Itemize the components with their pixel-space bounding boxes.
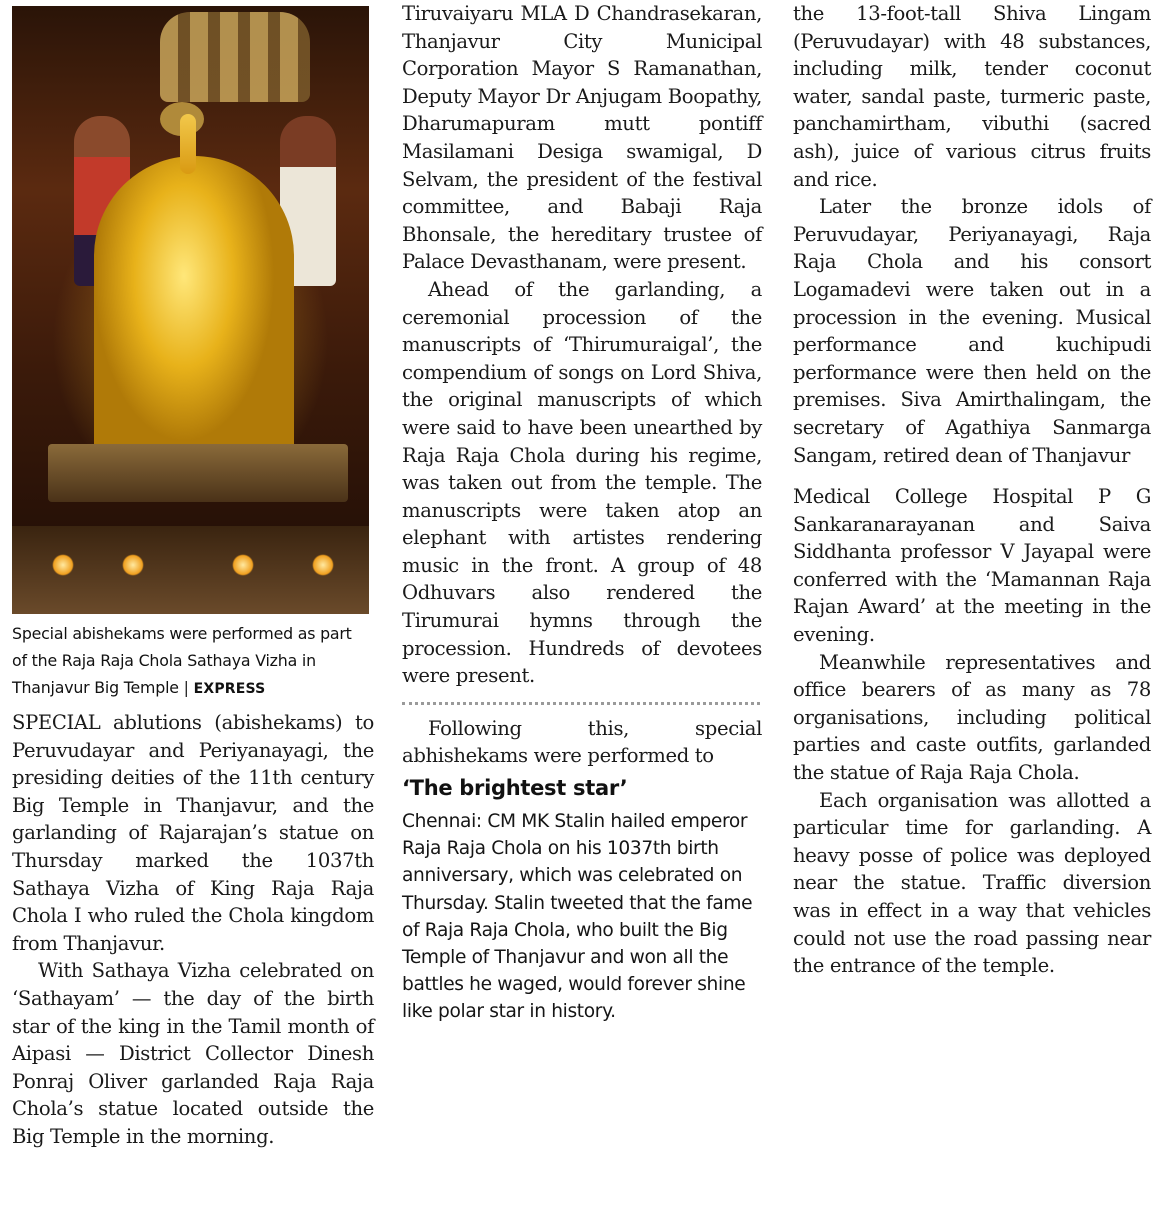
article-column-1	[12, 0, 374, 1151]
oil-lamp-icon	[232, 554, 254, 576]
article-paragraph: Tiruvaiyaru MLA D Chandrasekaran, Thanjavur City Municipal Corporation Mayor S Ramanathan, Deputy Mayor Dr Anjugam Boopathy, Dharumapuram mutt pontiff Masilamani Desiga swamigal, D Selvam, the president of the festival committee, and Babaji Raja Bhonsale, the hereditary trustee of Palace Devasthanam, were present.	[402, 2, 762, 274]
oil-lamp-icon	[312, 554, 334, 576]
article-paragraph: Each organisation was allotted a particular time for garlanding. A heavy posse of police was deployed near the statue. Traffic diversion was in effect in a way that vehicles could not use the road passing near the entrance of the temple.	[793, 788, 1151, 978]
article-paragraph: the 13-foot-tall Shiva Lingam (Peruvudayar) with 48 substances, including milk, tender coconut water, sandal paste, turmeric paste, panchamirtham, vibuthi (sacred ash), juice of various citrus fruits and rice.	[793, 2, 1151, 191]
temple-abishekam-photo	[12, 6, 369, 614]
article-paragraph: Later the bronze idols of Peruvudayar, Periyanayagi, Raja Raja Chola and his consort Logamadevi were taken out in a procession in the evening. Musical performance and kuchipudi performance were then held on the premises. Siva Amirthalingam, the secretary of Agathiya Sanmarga Sangam, retired dean of Thanjavur	[793, 195, 1151, 467]
box-body: Chennai: CM MK Stalin hailed emperor Raja Raja Chola on his 1037th birth anniversary, which was celebrated on Thursday. Stalin tweeted that the fame of Raja Raja Chola, who built the Big Temple of Thanjavur and won all the battles he waged, would forever shine like polar star in history.	[402, 811, 753, 1023]
shiva-lingam	[94, 156, 294, 456]
box-headline: ‘The brightest star’	[402, 776, 628, 801]
caption-text: Special abishekams were performed as part of the Raja Raja Chola Sathaya Vizha in Thanjavur Big Temple	[12, 624, 352, 697]
photo-caption	[12, 620, 368, 703]
article-paragraph: With Sathaya Vizha celebrated on ‘Sathayam’ — the day of the birth star of the king in the Tamil month of Aipasi — District Collector Dinesh Ponraj Oliver garlanded Raja Raja Chola’s statue located outside the Big Temple in the morning.	[12, 959, 374, 1148]
article-paragraph: SPECIAL ablutions (abishekams) to Peruvudayar and Periyanayagi, the presiding deities of the 11th century Big Temple in Thanjavur, and the garlanding of Rajarajan’s statue on Thursday marked the 1037th Sathaya Vizha of King Raja Raja Chola I who ruled the Chola kingdom from Thanjavur.	[12, 711, 374, 955]
article-paragraph: Ahead of the garlanding, a ceremonial procession of the manuscripts of ‘Thirumuraigal’, the compendium of songs on Lord Shiva, the original manuscripts of which were said to have been unearthed by Raja Raja Chola during his regime, was taken out from the temple. The manuscripts were taken atop an elephant with artistes rendering music in the front. A group of 48 Odhuvars also rendered the Tirumurai hymns through the procession. Hundreds of devotees were present.	[402, 277, 762, 688]
photo-credit: EXPRESS	[193, 681, 266, 697]
serpent-canopy	[160, 12, 310, 102]
article-paragraph: Following this, special abhishekams were performed to	[402, 716, 762, 768]
article-paragraph: Meanwhile representatives and office bearers of as many as 78 organisations, including political parties and caste outfits, garlanded the statue of Raja Raja Chola.	[793, 650, 1151, 785]
oil-lamp-icon	[52, 554, 74, 576]
pouring-stream	[180, 114, 196, 174]
oil-lamp-icon	[122, 554, 144, 576]
brightest-star-box	[402, 774, 762, 1026]
article-paragraph: Medical College Hospital P G Sankaranarayanan and Saiva Siddhanta professor V Jayapal were conferred with the ‘Mamannan Raja Rajan Award’ at the meeting in the evening.	[793, 485, 1151, 647]
lingam-base	[48, 444, 348, 502]
article-column-2	[402, 0, 762, 1026]
article-column-3	[793, 0, 1151, 980]
caption-separator: |	[183, 678, 189, 697]
section-divider	[402, 702, 760, 705]
